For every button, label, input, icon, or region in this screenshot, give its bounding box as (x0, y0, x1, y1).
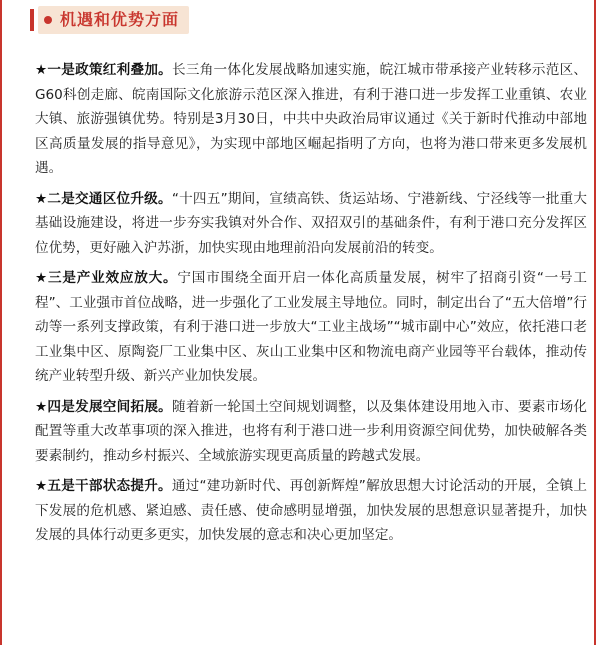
paragraph-lead: ★五是干部状态提升。 (35, 478, 172, 494)
paragraph-transport (35, 187, 587, 261)
header-accent-bar (30, 9, 34, 31)
article-body (35, 58, 587, 554)
paragraph-text: 通过“建功新时代、再创新辉煌”解放思想大讨论活动的开展，全镇上下发展的危机感、紧迫感、责任感、使命感明显增强，加快发展的思想意识显著提升，加快发展的具体行动更多更实，加快发展的意志和决心更加坚定。 (35, 478, 587, 543)
header-label-box (38, 6, 189, 34)
section-title: 机遇和优势方面 (60, 10, 180, 29)
paragraph-text: 长三角一体化发展战略加速实施，皖江城市带承接产业转移示范区、G60科创走廊、皖南国际文化旅游示范区深入推进，有利于港口进一步发挥工业重镇、农业大镇、旅游强镇优势。特别是3月30日，中共中央政治局审议通过《关于新时代推动中部地区高质量发展的指导意见》，为实现中部地区崛起指明了方向，也将为港口带来更多发展机遇。 (35, 62, 588, 176)
paragraph-lead: ★二是交通区位升级。 (35, 190, 172, 207)
paragraph-lead: ★四是发展空间拓展。 (35, 398, 173, 415)
paragraph-space (35, 395, 587, 469)
paragraph-lead: ★一是政策红利叠加。 (35, 62, 173, 78)
paragraph-lead: ★三是产业效应放大。 (35, 270, 178, 286)
paragraph-text: “十四五”期间，宣绩高铁、货运站场、宁港新线、宁泾线等一批重大基础设施建设，将进一步夯实我镇对外合作、双招双引的基础条件，有利于港口充分发挥区位优势，更好融入沪苏浙，加快实现由地理前沿向发展前沿的转变。 (35, 190, 587, 256)
paragraph-industry (35, 266, 587, 389)
paragraph-policy (35, 58, 587, 181)
bullet-dot-icon (44, 16, 52, 24)
paragraph-text: 随着新一轮国土空间规划调整，以及集体建设用地入市、要素市场化配置等重大改革事项的深入推进，也将有利于港口进一步利用资源空间优势，加快破解各类要素制约，推动乡村振兴、全域旅游实现更高质量的跨越式发展。 (35, 398, 588, 464)
section-header (30, 6, 189, 34)
paragraph-cadre (35, 474, 587, 548)
paragraph-text: 宁国市围绕全面开启一体化高质量发展，树牢了招商引资“一号工程”、工业强市首位战略，进一步强化了工业发展主导地位。同时，制定出台了“五大倍增”行动等一系列支撑政策，有利于港口进一步放大“工业主战场”“城市副中心”效应，依托港口老工业集中区、原陶瓷厂工业集中区、灰山工业集中区和物流电商产业园等平台载体，推动传统产业转型升级、新兴产业加快发展。 (35, 270, 587, 384)
